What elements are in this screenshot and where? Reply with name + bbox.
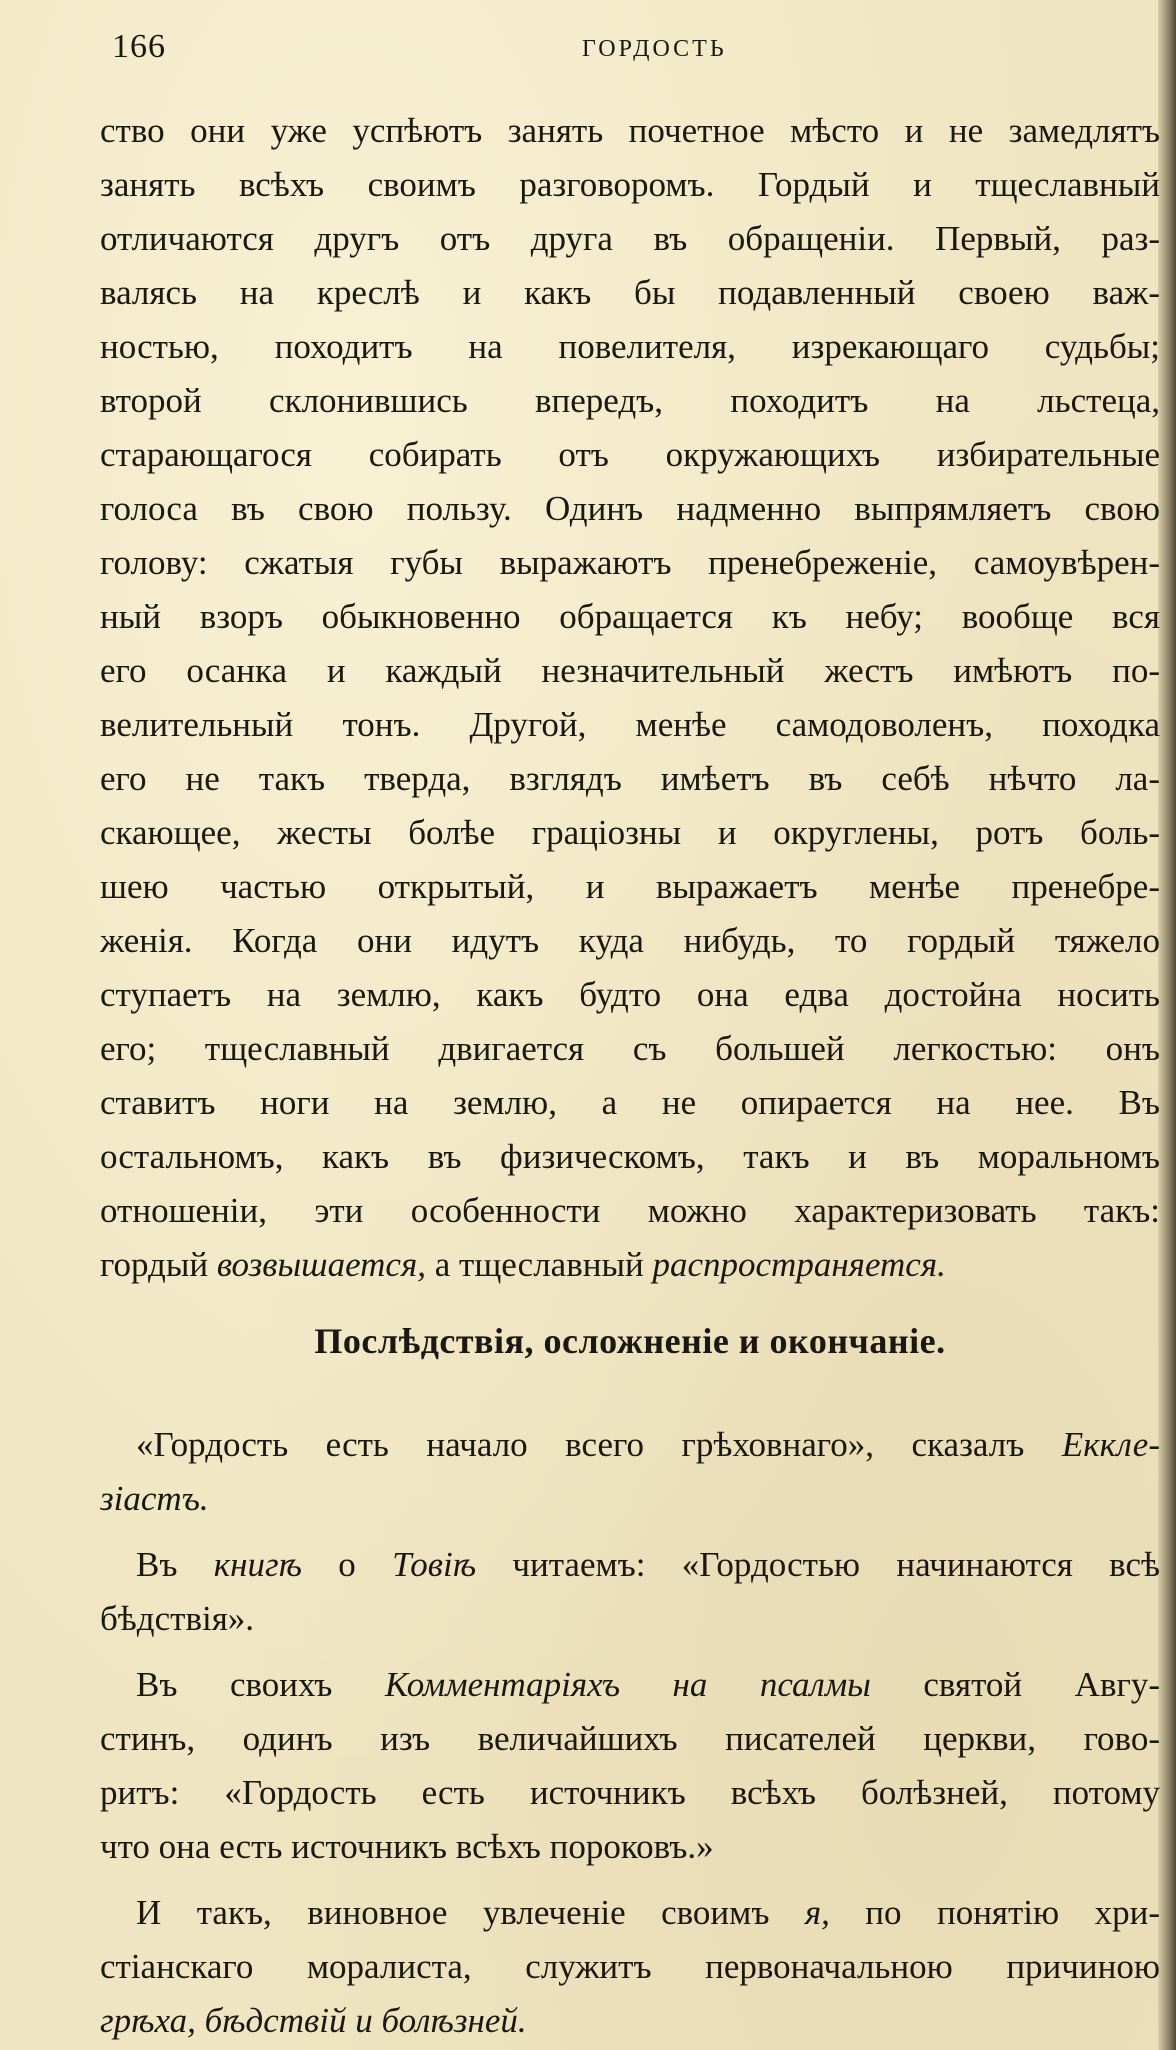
page-number: 166 <box>112 28 166 65</box>
text-line-final <box>100 1238 1160 1292</box>
quote-augustine-line: ритъ: «Гордость есть источникъ всѣхъ болѣзней, потому <box>100 1773 1160 1812</box>
text-segment: по понятію хри- <box>829 1893 1160 1932</box>
text-line: женія. Когда они идутъ куда нибудь, то гордый тяжело <box>100 921 1160 960</box>
quote-augustine-line: что она есть источникъ всѣхъ пороковъ.» <box>100 1827 714 1866</box>
text-segment: Въ своихъ <box>136 1665 385 1704</box>
text-segment: И такъ, виновное увлеченіе своимъ <box>136 1893 805 1932</box>
italic-phrase: Еккле- <box>1061 1425 1160 1464</box>
italic-phrase: Товіѣ <box>392 1545 477 1584</box>
quote-ecclesiastes-line <box>100 1418 1160 1472</box>
quote-tobit-line <box>100 1538 1160 1592</box>
page-edge-shadow <box>1158 0 1176 2050</box>
text-line: скающее, жесты болѣе граціозны и округлены, ротъ боль- <box>100 813 1160 852</box>
text-line: ный взоръ обыкновенно обращается къ небу; вообще вся <box>100 597 1160 636</box>
text-line: остальномъ, какъ въ физическомъ, такъ и въ моральномъ <box>100 1137 1160 1176</box>
text-line: шею частью открытый, и выражаетъ менѣе пренебре- <box>100 867 1160 906</box>
text-line: ство они уже успѣютъ занять почетное мѣсто и не замедлятъ <box>100 111 1160 150</box>
paragraph-main <box>100 104 1160 1292</box>
quote-ecclesiastes-line <box>100 1472 1160 1526</box>
text-segment: о <box>302 1545 393 1584</box>
text-line: велительный тонъ. Другой, менѣе самодоволенъ, походка <box>100 705 1160 744</box>
quote-augustine-line <box>100 1658 1160 1712</box>
italic-phrase: возвышается, <box>216 1245 426 1284</box>
text-line: ностью, походитъ на повелителя, изрекающаго судьбы; <box>100 327 1160 366</box>
text-line: отношеніи, эти особенности можно характеризовать такъ: <box>100 1191 1160 1230</box>
italic-phrase: зіастъ. <box>100 1479 209 1518</box>
italic-phrase: грѣха, бѣдствій и болѣзней. <box>100 2001 527 2040</box>
text-line: занять всѣхъ своимъ разговоромъ. Гордый и тщеславный <box>100 165 1160 204</box>
section-heading: Послѣдствія, осложненіе и окончаніе. <box>314 1321 946 1361</box>
running-title: ГОРДОСТЬ <box>582 36 727 62</box>
italic-phrase: я, <box>804 1893 830 1932</box>
text-line: валясь на креслѣ и какъ бы подавленный своею важ- <box>100 273 1160 312</box>
text-segment: Въ <box>136 1545 214 1584</box>
text-line: голову: сжатыя губы выражаютъ пренебреженіе, самоувѣрен- <box>100 543 1160 582</box>
text-line: голоса въ свою пользу. Одинъ надменно выпрямляетъ свою <box>100 489 1160 528</box>
text-line: второй склонившись впередъ, походитъ на льстеца, <box>100 381 1160 420</box>
text-segment: гордый <box>100 1245 217 1284</box>
text-line: ставитъ ноги на землю, а не опирается на нее. Въ <box>100 1083 1160 1122</box>
italic-phrase: Комментаріяхъ на псалмы <box>384 1665 871 1704</box>
text-line: его; тщеславный двигается съ большей легкостью: онъ <box>100 1029 1160 1068</box>
text-line: старающагося собирать отъ окружающихъ избирательные <box>100 435 1160 474</box>
conclusion-line <box>100 1886 1160 1940</box>
italic-phrase: распространяется. <box>652 1245 946 1284</box>
paragraphs-quotes <box>100 1418 1160 2048</box>
text-segment: «Гордость есть начало всего грѣховнаго», сказалъ <box>136 1425 1062 1464</box>
text-segment: читаемъ: «Гордостью начинаются всѣ <box>476 1545 1160 1584</box>
conclusion-line: стіанскаго моралиста, служитъ первоначальною причиною <box>100 1947 1160 1986</box>
text-line: его осанка и каждый незначительный жестъ имѣютъ по- <box>100 651 1160 690</box>
text-line: его не такъ тверда, взглядъ имѣетъ въ себѣ нѣчто ла- <box>100 759 1160 798</box>
conclusion-line <box>100 1994 1160 2048</box>
text-segment: святой Авгу- <box>870 1665 1160 1704</box>
quote-augustine-line: стинъ, одинъ изъ величайшихъ писателей церкви, гово- <box>100 1719 1160 1758</box>
text-segment: а тщеславный <box>425 1245 653 1284</box>
text-line: ступаетъ на землю, какъ будто она едва достойна носить <box>100 975 1160 1014</box>
quote-tobit-line: бѣдствія». <box>100 1599 255 1638</box>
italic-phrase: книгѣ <box>213 1545 302 1584</box>
page-header <box>112 28 1132 78</box>
text-line: отличаются другъ отъ друга въ обращеніи. Первый, раз- <box>100 219 1160 258</box>
